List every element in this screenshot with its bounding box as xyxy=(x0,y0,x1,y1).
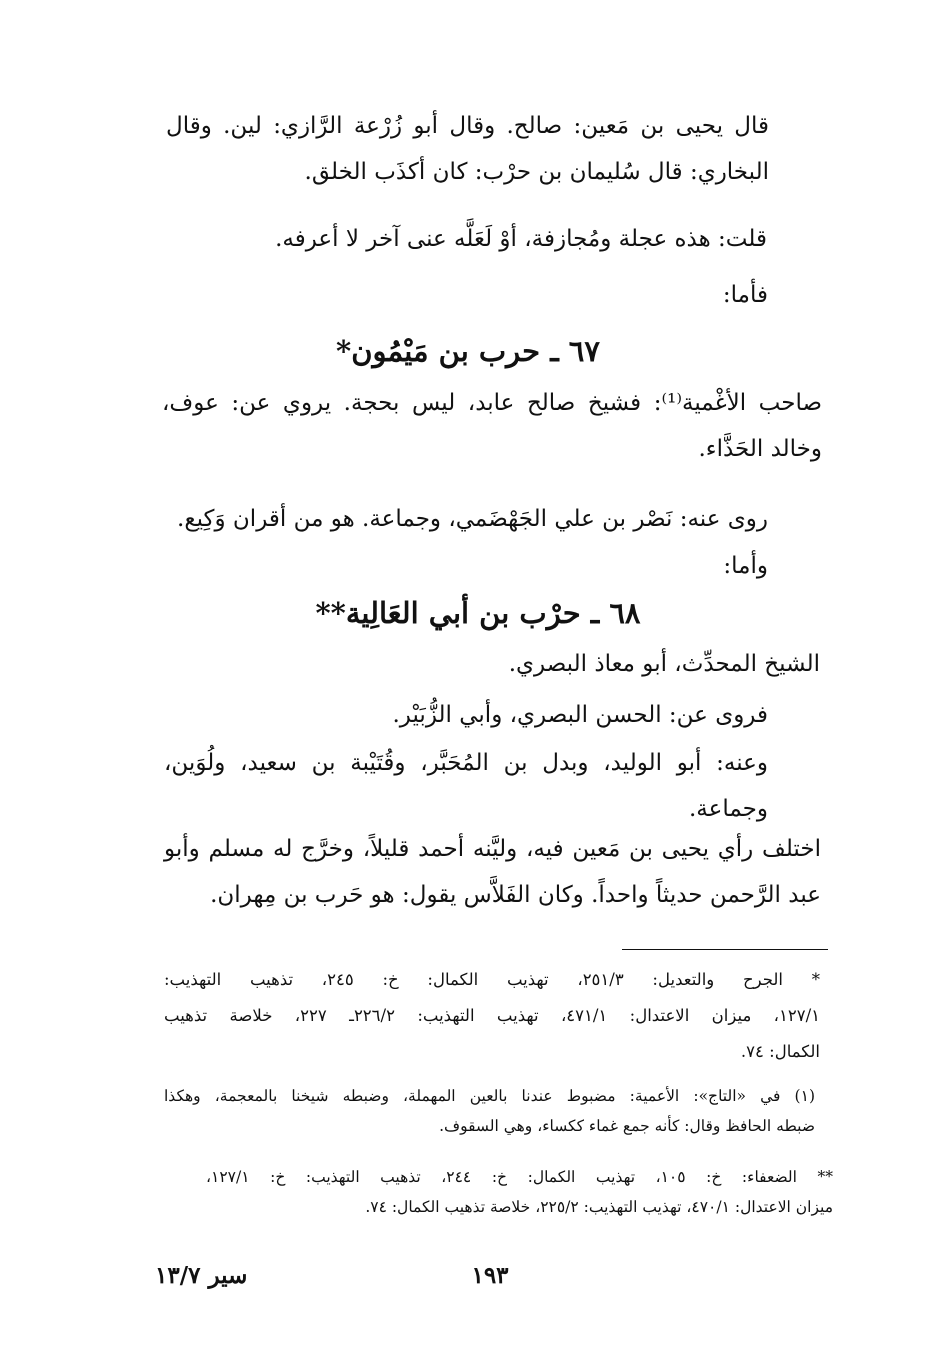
paragraph-author-note xyxy=(250,216,767,262)
text-line: الشيخ المحدِّث، أبو معاذ البصري. xyxy=(508,651,820,677)
paragraph-ibn-maeen-opinion xyxy=(166,103,769,195)
footnote-line: الكمال: ٧٤. xyxy=(740,1042,820,1061)
footnote-line: * الجرح والتعديل: ٢٥١/٣، تهذيب الكمال: خ: ٢٤٥، تذهيب التهذيب: xyxy=(164,970,820,989)
paragraph-narrators-from xyxy=(160,496,768,542)
footnote-taj xyxy=(164,1081,815,1141)
footnote-line: ١٢٧/١، ميزان الاعتدال: ٤٧١/١، تهذيب التهذيب: ٢٢٦/٢ـ ٢٢٧، خلاصة تذهيب xyxy=(164,1006,820,1025)
text-line: عبد الرَّحمن حديثاً واحداً. وكان الفَلاَّس يقول: هو حَرب بن مِهران. xyxy=(210,882,821,908)
text-line: وأما: xyxy=(723,553,768,579)
footnote-line: ضبطه الحافظ وقال: كأنه جمع غماء ككساء، وهي السقوف. xyxy=(439,1117,815,1135)
footnote-line: (١) في «التاج»: الأعمية: مضبوط عندنا بالعين المهملة، وضبطه شيخنا بالمعجمة، وهكذا xyxy=(164,1087,815,1105)
paragraph-disagreement xyxy=(164,826,821,918)
text-line: فروى عن: الحسن البصري، وأبي الزُّبَيْر. xyxy=(392,702,768,728)
volume-signature: سير ١٣/٧ xyxy=(155,1262,248,1289)
footnote-line: ميزان الاعتدال: ٤٧٠/١، تهذيب التهذيب: ٢٢٥/٢، خلاصة تذهيب الكمال: ٧٤. xyxy=(365,1198,833,1216)
text-line: قلت: هذه عجلة ومُجازفة، أوْ لَعَلَّه عنى آخر لا أعرفه. xyxy=(275,226,767,252)
paragraph-narrated-by xyxy=(164,740,768,832)
text-line: اختلف رأي يحيى بن مَعين فيه، وليَّنه أحمد قليلاً، وخرَّج له مسلم وأبو xyxy=(164,836,821,862)
entry-heading-67: ٦٧ ـ حرب بن مَيْمُون* xyxy=(336,334,600,368)
text-line: وخالد الحَذَّاء. xyxy=(698,436,822,462)
footnote-sources-67 xyxy=(164,962,820,1070)
text-line: وجماعة. xyxy=(689,796,768,822)
text-line: البخاري: قال سُليمان بن حرْب: كان أكذَب الخلق. xyxy=(304,159,769,185)
page-number: ١٩٣ xyxy=(471,1262,509,1289)
footnote-separator xyxy=(622,949,828,950)
text-line: قال يحيى بن مَعين: صالح. وقال أبو زُرْعة الرَّازي: لين. وقال xyxy=(166,113,769,139)
text-line: وعنه: أبو الوليد، وبدل بن المُحَبَّر، وقُتَيْبة بن سعيد، ولُوَين، xyxy=(164,750,768,776)
paragraph-harb-ibn-maymun xyxy=(162,380,822,472)
text-line: فأما: xyxy=(722,282,768,308)
footnote-sources-68 xyxy=(206,1162,833,1222)
paragraph-famma xyxy=(600,272,768,318)
paragraph-narrated-from xyxy=(350,692,768,738)
entry-heading-68: ٦٨ ـ حرْب بن أبي العَالِية** xyxy=(315,596,641,630)
paragraph-sheikh-description xyxy=(400,641,820,687)
text-line: صاحب الأغْمية⁽¹⁾: فشيخ صالح عابد، ليس بحجة. يروي عن: عوف، xyxy=(162,390,822,416)
footnote-line: ** الضعفاء: خ: ١٠٥، تهذيب الكمال: خ: ٢٤٤، تذهيب التهذيب: خ: ١٢٧/١، xyxy=(206,1168,834,1186)
text-line: روى عنه: نَصْر بن علي الجَهْضَمي، وجماعة. هو من أقران وَكِيع. xyxy=(177,506,768,532)
paragraph-wamma xyxy=(600,543,768,589)
